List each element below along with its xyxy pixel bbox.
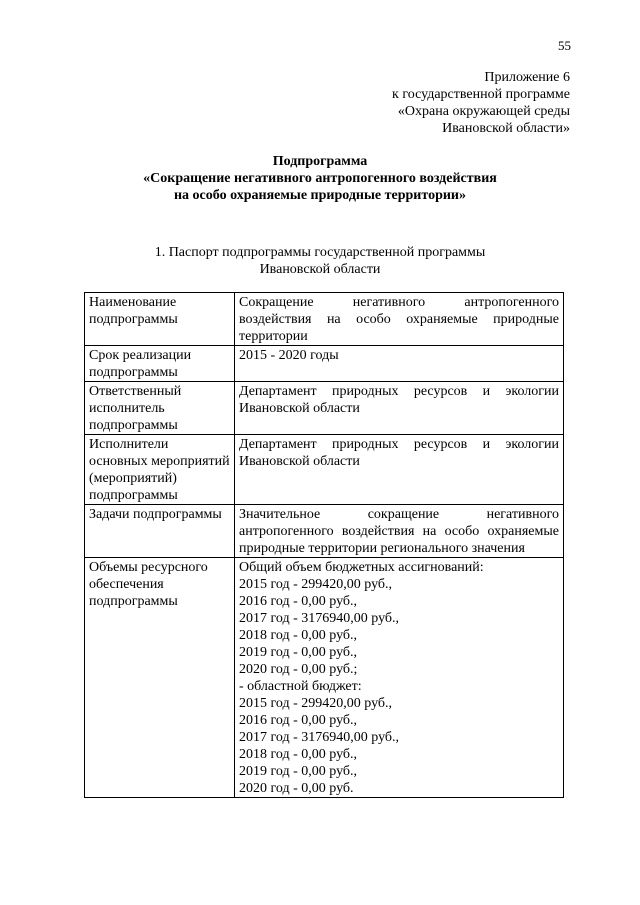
table-row bbox=[85, 435, 564, 505]
funding-line: Общий объем бюджетных ассигнований: bbox=[239, 560, 484, 575]
funding-value bbox=[235, 558, 564, 798]
row-label: Наименование подпрограммы bbox=[85, 293, 235, 346]
row-label: Исполнители основных мероприятий (мероприятий) подпрограммы bbox=[85, 435, 235, 505]
funding-line: 2016 год - 0,00 руб., bbox=[239, 713, 358, 728]
appendix-line: к государственной программе bbox=[392, 87, 570, 102]
subprogram-title-line: «Сокращение негативного антропогенного воздействия bbox=[143, 171, 497, 186]
row-value: Значительное сокращение негативного антропогенного воздействия на особо охраняемые природные территории регионального значения bbox=[235, 505, 564, 558]
funding-line: 2018 год - 0,00 руб., bbox=[239, 628, 358, 643]
row-label: Срок реализации подпрограммы bbox=[85, 346, 235, 382]
appendix-line: Ивановской области» bbox=[442, 121, 570, 136]
passport-title-line: 1. Паспорт подпрограммы государственной программы bbox=[154, 245, 486, 260]
funding-line: 2019 год - 0,00 руб., bbox=[239, 764, 358, 779]
subprogram-title-line: Подпрограмма bbox=[272, 154, 368, 169]
row-label: Ответственный исполнитель подпрограммы bbox=[85, 382, 235, 435]
appendix-header bbox=[392, 69, 570, 137]
subprogram-title-line: на особо охраняемые природные территории» bbox=[173, 188, 466, 203]
table-row-funding bbox=[85, 558, 564, 798]
funding-line: 2015 год - 299420,00 руб., bbox=[239, 696, 393, 711]
funding-line: 2019 год - 0,00 руб., bbox=[239, 645, 358, 660]
row-value: 2015 - 2020 годы bbox=[235, 346, 564, 382]
table-row bbox=[85, 382, 564, 435]
funding-line: 2017 год - 3176940,00 руб., bbox=[239, 611, 400, 626]
table-row bbox=[85, 293, 564, 346]
funding-line: 2015 год - 299420,00 руб., bbox=[239, 577, 393, 592]
table-row bbox=[85, 505, 564, 558]
row-value: Сокращение негативного антропогенного воздействия на особо охраняемые природные территории bbox=[235, 293, 564, 346]
page-number: 55 bbox=[558, 38, 571, 53]
funding-line: 2017 год - 3176940,00 руб., bbox=[239, 730, 400, 745]
funding-line: 2018 год - 0,00 руб., bbox=[239, 747, 358, 762]
appendix-line: «Охрана окружающей среды bbox=[397, 104, 570, 119]
funding-line: 2020 год - 0,00 руб. bbox=[239, 781, 354, 796]
row-value: Департамент природных ресурсов и экологии Ивановской области bbox=[235, 435, 564, 505]
funding-line: 2020 год - 0,00 руб.; bbox=[239, 662, 358, 677]
appendix-line: Приложение 6 bbox=[484, 70, 570, 85]
passport-table bbox=[84, 292, 564, 798]
funding-line: - областной бюджет: bbox=[239, 679, 362, 694]
row-label: Задачи подпрограммы bbox=[85, 505, 235, 558]
subprogram-title bbox=[60, 153, 580, 204]
funding-line: 2016 год - 0,00 руб., bbox=[239, 594, 358, 609]
row-label: Объемы ресурсного обеспечения подпрограммы bbox=[85, 558, 235, 798]
passport-title-line: Ивановской области bbox=[259, 262, 381, 277]
table-row bbox=[85, 346, 564, 382]
passport-title bbox=[60, 244, 580, 278]
row-value: Департамент природных ресурсов и экологии Ивановской области bbox=[235, 382, 564, 435]
